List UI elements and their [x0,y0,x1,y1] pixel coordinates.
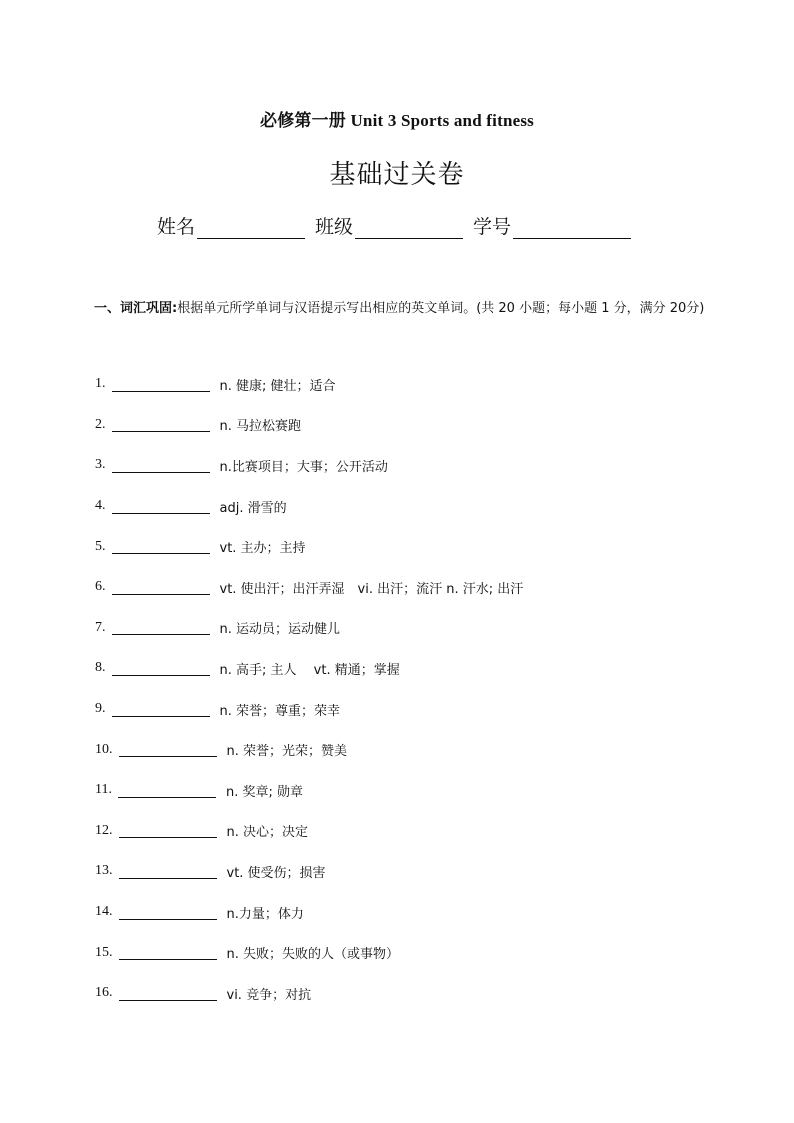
class-field [315,212,463,239]
vocab-item [95,364,523,405]
item-number: 2. [95,416,106,432]
vocab-item [95,729,523,770]
item-definition: n. 运动员；运动健儿 [219,622,341,638]
item-definition: vt. 主办；主持 [219,541,306,557]
answer-blank[interactable] [112,661,210,676]
item-definition: n.比赛项目；大事；公开活动 [219,459,388,475]
item-number: 3. [95,457,106,473]
section-label: 一、词汇巩固: [94,301,178,316]
vocab-item [95,567,523,608]
item-definition: n. 健康; 健壮；适合 [219,378,336,394]
answer-blank[interactable] [118,783,216,798]
student-number-field [473,212,631,239]
vocab-item [95,851,523,892]
vocab-item [95,932,523,973]
student-info-row [157,212,641,239]
section-text: 根据单元所学单词与汉语提示写出相应的英文单词。(共 20 小题；每小题 1 分，满分 20分) [177,301,705,316]
item-definition: n. 荣誉；尊重；荣幸 [219,703,341,719]
item-number: 1. [95,376,106,392]
answer-blank[interactable] [119,742,217,757]
vocab-item [95,405,523,446]
answer-blank[interactable] [112,620,210,635]
item-number: 4. [95,498,106,514]
item-number: 7. [95,619,106,635]
answer-blank[interactable] [112,580,210,595]
item-definition: vt. 使受伤；损害 [226,865,326,881]
item-number: 6. [95,579,106,595]
item-definition: n. 决心；决定 [226,825,309,841]
item-definition: n. 高手; 主人 vt. 精通；掌握 [219,662,400,678]
answer-blank[interactable] [119,986,217,1001]
vocab-item [95,811,523,852]
answer-blank[interactable] [119,864,217,879]
vocab-item [95,689,523,730]
item-definition: n. 失败；失败的人（或事物） [226,947,400,963]
vocab-item [95,648,523,689]
vocab-item [95,526,523,567]
answer-blank[interactable] [119,823,217,838]
page-title: 基础过关卷 [329,160,465,190]
name-field [157,212,305,239]
item-definition: vi. 竞争；对抗 [226,987,312,1003]
item-definition: adj. 滑雪的 [219,500,287,516]
item-definition: n.力量；体力 [226,906,304,922]
name-blank[interactable] [197,216,305,239]
item-number: 11. [95,782,112,798]
answer-blank[interactable] [112,377,210,392]
answer-blank[interactable] [112,417,210,432]
item-number: 13. [95,863,113,879]
item-definition: vt. 使出汗；出汗弄湿 vi. 出汗；流汗 n. 汗水; 出汗 [219,581,524,597]
name-label: 姓名 [157,216,196,238]
item-definition: n. 马拉松赛跑 [219,419,302,435]
item-definition: n. 奖章; 勋章 [225,784,304,800]
answer-blank[interactable] [112,458,210,473]
vocab-item [95,445,523,486]
class-label: 班级 [315,216,354,238]
item-number: 10. [95,741,113,757]
item-number: 16. [95,985,113,1001]
answer-blank[interactable] [112,702,210,717]
page-heading: 必修第一册 Unit 3 Sports and fitness [260,111,534,130]
item-definition: n. 荣誉；光荣；赞美 [226,744,348,760]
item-number: 15. [95,944,113,960]
item-number: 12. [95,822,113,838]
item-number: 5. [95,538,106,554]
item-number: 9. [95,701,106,717]
answer-blank[interactable] [119,905,217,920]
class-blank[interactable] [355,216,463,239]
vocab-list [95,364,523,1014]
answer-blank[interactable] [112,539,210,554]
vocab-item [95,608,523,649]
vocab-item [95,973,523,1014]
vocab-item [95,770,523,811]
answer-blank[interactable] [112,499,210,514]
item-number: 14. [95,904,113,920]
section-instructions [94,296,706,322]
answer-blank[interactable] [119,945,217,960]
student-number-blank[interactable] [513,216,631,239]
item-number: 8. [95,660,106,676]
vocab-item [95,892,523,933]
student-number-label: 学号 [473,216,512,238]
vocab-item [95,486,523,527]
